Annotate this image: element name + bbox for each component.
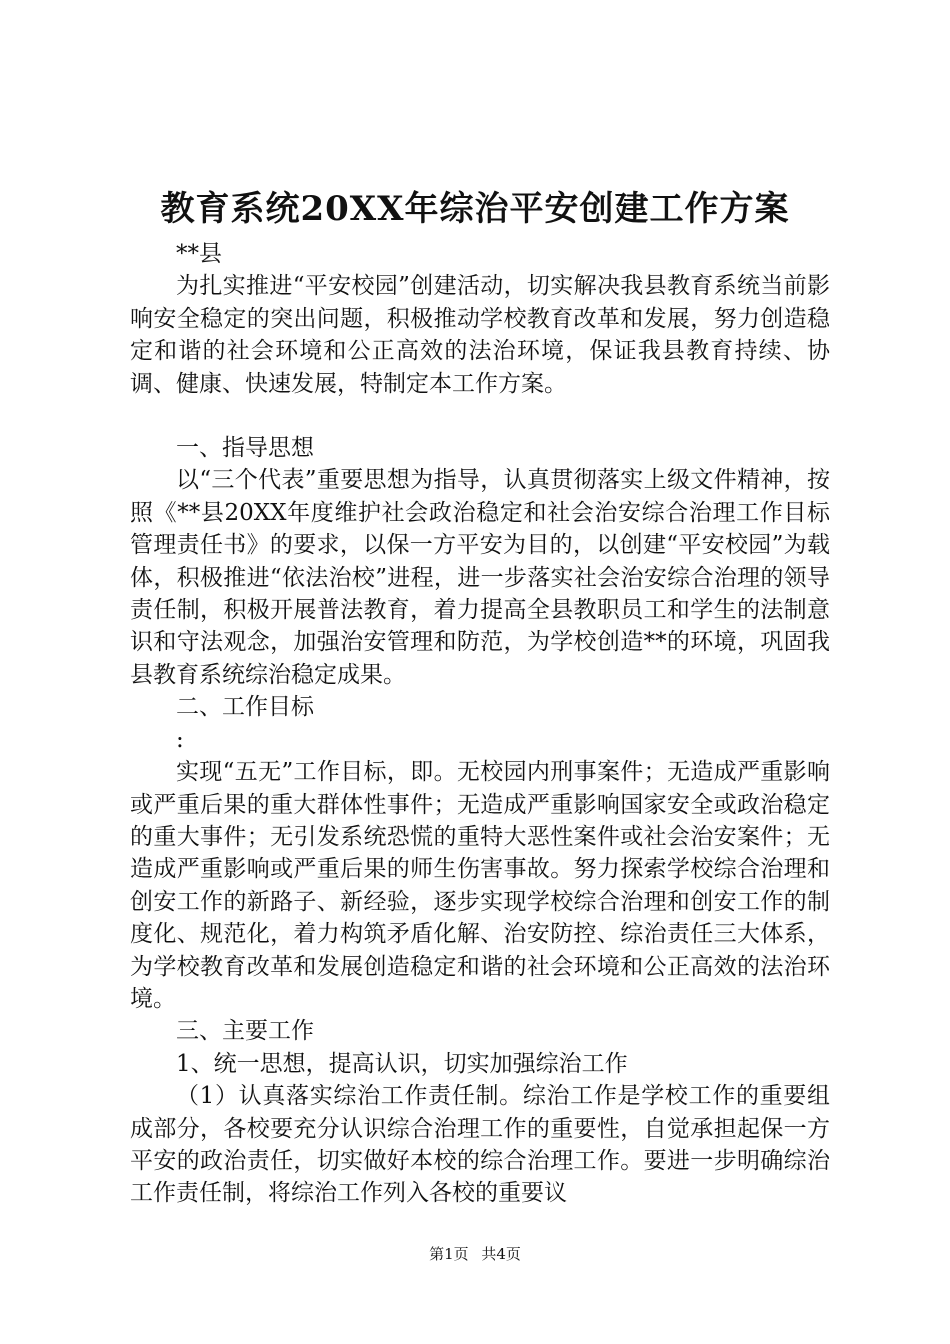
intro-paragraph: 为扎实推进“平安校园”创建活动，切实解决我县教育系统当前影响安全稳定的突出问题，积极推动学校教育改革和发展，努力创造稳定和谐的社会环境和公正高效的法治环境，保证我县教育持续、协调、健康、快速发展，特制定本工作方案。 [130,273,830,397]
section1-heading: 一、指导思想 [176,435,314,462]
section3-heading: 三、主要工作 [176,1018,314,1045]
document-title: 教育系统20XX年综治平安创建工作方案 [160,189,790,229]
page-total: 共4页 [481,1245,521,1263]
section2-heading: 二、工作目标 [176,694,314,721]
section1-paragraph: 以“三个代表”重要思想为指导，认真贯彻落实上级文件精神，按照《**县20XX年度维护社会政治稳定和社会治安综合治理工作目标管理责任书》的要求，以保一方平安为目的，以创建“平安校园”为载体，积极推进“依法治校”进程，进一步落实社会治安综合治理的领导责任制，积极开展普法教育，着力提高全县教职员工和学生的法制意识和守法观念，加强治安管理和防范，为学校创造**的环境，巩固我县教育系统综治稳定成果。 [130,467,830,688]
paragraph-gap [130,400,830,432]
document-body [130,238,830,1210]
section2-paragraph: 实现“五无”工作目标，即。无校园内刑事案件；无造成严重影响或严重后果的重大群体性事件；无造成严重影响国家安全或政治稳定的重大事件；无引发系统恐慌的重特大恶性案件或社会治安案件；无造成严重影响或严重后果的师生伤害事故。努力探索学校综合治理和创安工作的新路子、新经验，逐步实现学校综合治理和创安工作的制度化、规范化，着力构筑矛盾化解、治安防控、综治责任三大体系，为学校教育改革和发展创造稳定和谐的社会环境和公正高效的法治环境。 [130,759,830,1012]
page-footer [0,1242,950,1266]
item1-heading: 1、统一思想，提高认识，切实加强综治工作 [176,1050,628,1077]
county-line: **县 [176,241,222,267]
page-number: 第1页 [429,1245,469,1263]
section2-colon: : [176,726,184,753]
item1-paragraph: （1）认真落实综治工作责任制。综治工作是学校工作的重要组成部分，各校要充分认识综合治理工作的重要性，自觉承担起保一方平安的政治责任，切实做好本校的综合治理工作。要进一步明确综治工作责任制，将综治工作列入各校的重要议 [130,1083,830,1207]
